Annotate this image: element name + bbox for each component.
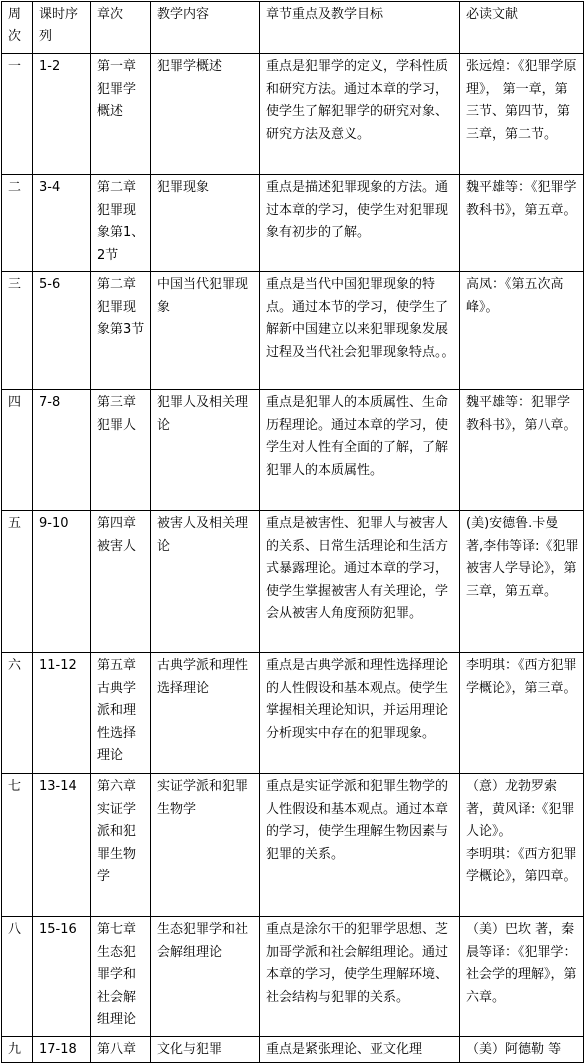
chapter-cell: 第二章犯罪现象第3节 [91, 272, 151, 390]
week-cell: 六 [2, 653, 33, 774]
objectives-cell: 重点是紧张理论、亚文化理 [260, 1037, 460, 1063]
objectives-cell: 重点是古典学派和理性选择理论的人性假设和基本观点。使学生掌握相关理论知识，并运用理论分析现实中存在的犯罪现象。 [260, 653, 460, 774]
content-cell: 被害人及相关理论 [151, 511, 260, 653]
objectives-cell: 重点是犯罪人的本质属性、生命历程理论。通过本章的学习，使学生对人性有全面的了解，了解犯罪人的本质属性。 [260, 390, 460, 511]
chapter-cell: 第四章被害人 [91, 511, 151, 653]
chapter-cell: 第六章实证学派和犯罪生物学 [91, 774, 151, 917]
content-cell: 古典学派和理性选择理论 [151, 653, 260, 774]
objectives-cell: 重点是涂尔干的犯罪学思想、芝加哥学派和社会解组理论。通过本章的学习，使学生理解环境、社会结构与犯罪的关系。 [260, 917, 460, 1037]
table-row [2, 272, 584, 390]
objectives-cell: 重点是实证学派和犯罪生物学的人性假设和基本观点。通过本章的学习，使学生理解生物因素与犯罪的关系。 [260, 774, 460, 917]
period-cell: 17-18 [33, 1037, 91, 1063]
chapter-cell: 第八章 [91, 1037, 151, 1063]
period-cell: 5-6 [33, 272, 91, 390]
objectives-cell: 重点是被害性、犯罪人与被害人的关系、日常生活理论和生活方式暴露理论。通过本章的学习，使学生掌握被害人有关理论，学会从被害人角度预防犯罪。 [260, 511, 460, 653]
chapter-cell: 第五章古典学派和理性选择理论 [91, 653, 151, 774]
readings-cell: （美）阿德勒 等 [460, 1037, 584, 1063]
header-content: 教学内容 [151, 2, 260, 54]
content-cell: 生态犯罪学和社会解组理论 [151, 917, 260, 1037]
chapter-cell: 第二章犯罪现象第1、2节 [91, 175, 151, 272]
objectives-cell: 重点是当代中国犯罪现象的特点。通过本节的学习，使学生了解新中国建立以来犯罪现象发展过程及当代社会犯罪现象特点。。 [260, 272, 460, 390]
readings-cell: 高凤：《第五次高峰》。 [460, 272, 584, 390]
chapter-cell: 第三章犯罪人 [91, 390, 151, 511]
header-period: 课时序列 [33, 2, 91, 54]
chapter-cell: 第一章犯罪学概述 [91, 54, 151, 175]
table-row [2, 390, 584, 511]
period-cell: 7-8 [33, 390, 91, 511]
table-row [2, 54, 584, 175]
week-cell: 四 [2, 390, 33, 511]
header-chapter: 章次 [91, 2, 151, 54]
table-row [2, 774, 584, 917]
objectives-cell: 重点是描述犯罪现象的方法。通过本章的学习，使学生对犯罪现象有初步的了解。 [260, 175, 460, 272]
week-cell: 九 [2, 1037, 33, 1063]
header-row [2, 2, 584, 54]
readings-cell: 李明琪：《西方犯罪学概论》，第三章。 [460, 653, 584, 774]
header-objectives: 章节重点及教学目标 [260, 2, 460, 54]
period-cell: 11-12 [33, 653, 91, 774]
readings-cell: 魏平雄等：《犯罪学教科书》，第五章。 [460, 175, 584, 272]
readings-cell: 魏平雄等：犯罪学教科书》，第八章。 [460, 390, 584, 511]
table-row [2, 175, 584, 272]
week-cell: 八 [2, 917, 33, 1037]
week-cell: 二 [2, 175, 33, 272]
table-row [2, 653, 584, 774]
week-cell: 五 [2, 511, 33, 653]
header-week: 周次 [2, 2, 33, 54]
period-cell: 9-10 [33, 511, 91, 653]
period-cell: 1-2 [33, 54, 91, 175]
course-schedule-table [1, 1, 584, 1063]
table-row [2, 511, 584, 653]
content-cell: 中国当代犯罪现象 [151, 272, 260, 390]
content-cell: 犯罪学概述 [151, 54, 260, 175]
readings-cell: (美)安德鲁.卡曼 著,李伟等译:《犯罪被害人学导论》，第三章，第五章。 [460, 511, 584, 653]
chapter-cell: 第七章生态犯罪学和社会解组理论 [91, 917, 151, 1037]
content-cell: 文化与犯罪 [151, 1037, 260, 1063]
period-cell: 13-14 [33, 774, 91, 917]
week-cell: 一 [2, 54, 33, 175]
objectives-cell: 重点是犯罪学的定义，学科性质和研究方法。通过本章的学习，使学生了解犯罪学的研究对象、研究方法及意义。 [260, 54, 460, 175]
period-cell: 15-16 [33, 917, 91, 1037]
content-cell: 犯罪现象 [151, 175, 260, 272]
header-readings: 必读文献 [460, 2, 584, 54]
content-cell: 犯罪人及相关理论 [151, 390, 260, 511]
week-cell: 三 [2, 272, 33, 390]
period-cell: 3-4 [33, 175, 91, 272]
readings-cell: 张远煌：《犯罪学原理》， 第一章，第三节、第四节，第三章，第二节。 [460, 54, 584, 175]
week-cell: 七 [2, 774, 33, 917]
table-row [2, 917, 584, 1037]
readings-cell: （意）龙勃罗索著，黄风译:《犯罪人论》。 李明琪：《西方犯罪学概论》，第四章。 [460, 774, 584, 917]
content-cell: 实证学派和犯罪生物学 [151, 774, 260, 917]
readings-cell: （美）巴坎 著，秦晨等译：《犯罪学：社会学的理解》，第六章。 [460, 917, 584, 1037]
